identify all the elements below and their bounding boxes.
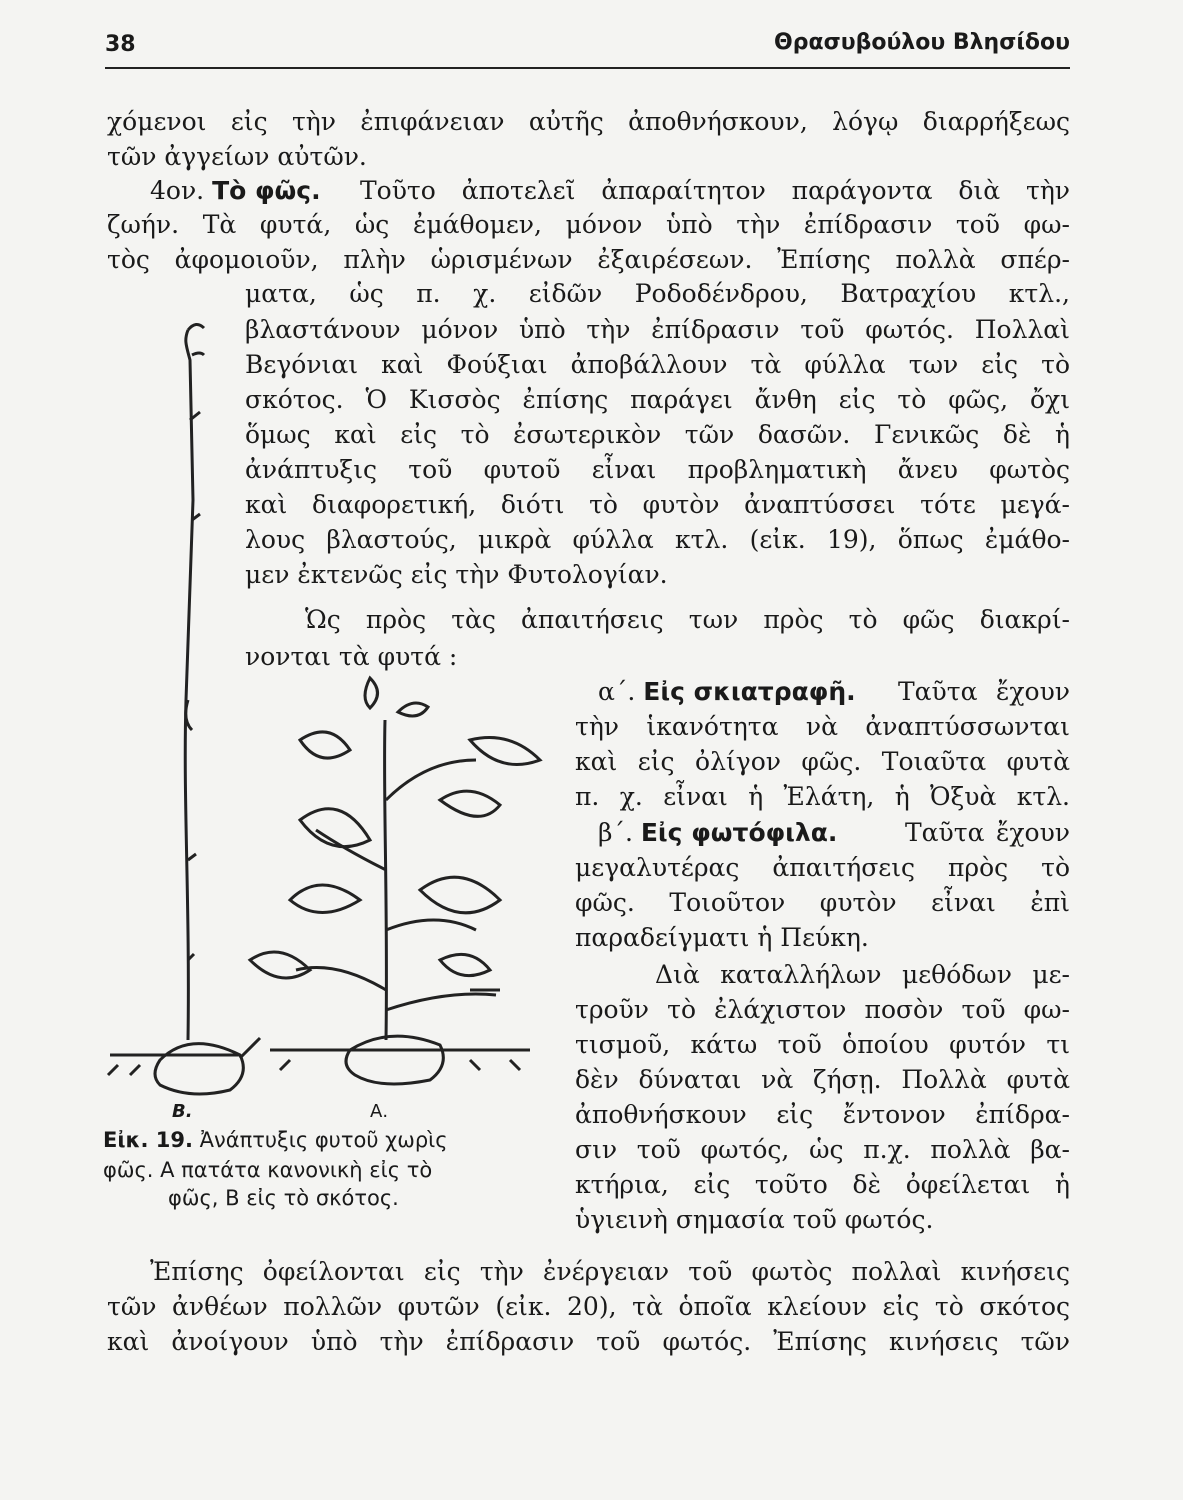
root-ball-a bbox=[346, 1036, 443, 1084]
figure-plant-illustration bbox=[95, 300, 555, 1100]
leaf bbox=[365, 678, 428, 716]
body-line: τὸς ἀφομοιοῦν, πλὴν ὡρισμένων ἐξαιρέσεων. Ἐπίσης πολλὰ σπέρ- bbox=[107, 245, 1070, 274]
body-line: Ἐπίσης ὀφείλονται εἰς τὴν ἐνέργειαν τοῦ φωτὸς πολλαὶ κινήσεις bbox=[150, 1257, 1070, 1286]
body-line: τὴν ἱκανότητα νὰ ἀναπτύσσωνται bbox=[575, 712, 1070, 741]
body-line: καὶ διαφορετική, διότι τὸ φυτὸν ἀναπτύσσει τότε μεγά- bbox=[245, 490, 1070, 519]
body-line: Διὰ καταλλήλων μεθόδων με- bbox=[655, 960, 1070, 989]
body-line: Ταῦτα ἔχουν bbox=[898, 677, 1070, 706]
subheading-shade bbox=[598, 675, 856, 709]
subheading-title: Εἰς φωτόφιλα. bbox=[640, 818, 838, 847]
item-number: β΄. bbox=[598, 818, 633, 847]
figure-label-b: Β. bbox=[172, 1101, 193, 1122]
body-line: ἀποθνήσκουν εἰς ἔντονον ἐπίδρα- bbox=[575, 1100, 1070, 1129]
body-line: νονται τὰ φυτά : bbox=[245, 642, 458, 671]
body-line: ματα, ὡς π. χ. εἰδῶν Ροδοδένδρου, Βατραχίου κτλ., bbox=[245, 279, 1070, 308]
leaf bbox=[290, 877, 500, 913]
body-line: ἀνάπτυξις τοῦ φυτοῦ εἶναι προβληματικὴ ἄνευ φωτὸς bbox=[245, 455, 1070, 484]
body-line: φῶς. Τοιοῦτον φυτὸν εἶναι ἐπὶ bbox=[575, 888, 1070, 917]
body-line: μεν ἐκτενῶς εἰς τὴν Φυτολογίαν. bbox=[245, 560, 668, 589]
body-line: τισμοῦ, κάτω τοῦ ὁποίου φυτόν τι bbox=[575, 1030, 1070, 1059]
body-line: βλαστάνουν μόνον ὑπὸ τὴν ἐπίδρασιν τοῦ φωτός. Πολλαὶ bbox=[245, 315, 1070, 344]
body-line: κτήρια, εἰς τοῦτο δὲ ὀφείλεται ἡ bbox=[575, 1170, 1070, 1199]
body-line: ὅμως καὶ εἰς τὸ ἐσωτερικὸν τῶν δασῶν. Γενικῶς δὲ ἡ bbox=[245, 420, 1070, 449]
figure-number: Εἰκ. 19. bbox=[103, 1128, 193, 1152]
body-line: σιν τοῦ φωτός, ὡς π.χ. πολλὰ βα- bbox=[575, 1135, 1070, 1164]
body-line: ζωήν. Τὰ φυτά, ὡς ἐμάθομεν, μόνον ὑπὸ τὴν ἐπίδρασιν τοῦ φω- bbox=[107, 210, 1070, 239]
body-line: ὑγιεινὴ σημασία τοῦ φωτός. bbox=[575, 1205, 934, 1234]
body-line: Ὡς πρὸς τὰς ἀπαιτήσεις των πρὸς τὸ φῶς διακρί- bbox=[305, 605, 1070, 634]
section-title: Τὸ φῶς. bbox=[212, 176, 321, 205]
body-line: Τοῦτο ἀποτελεῖ ἀπαραίτητον παράγοντα διὰ τὴν bbox=[360, 176, 1070, 205]
page-number: 38 bbox=[105, 32, 136, 57]
item-number: α΄. bbox=[598, 677, 636, 706]
body-line: μεγαλυτέρας ἀπαιτήσεις πρὸς τὸ bbox=[575, 853, 1070, 882]
subheading-light-loving bbox=[598, 816, 837, 850]
body-line: λους βλαστούς, μικρὰ φύλλα κτλ. (εἰκ. 19), ὅπως ἐμάθο- bbox=[245, 525, 1070, 554]
body-line: χόμενοι εἰς τὴν ἐπιφάνειαν αὐτῆς ἀποθνήσκουν, λόγῳ διαρρήξεως bbox=[107, 107, 1070, 136]
header-rule bbox=[105, 67, 1070, 69]
figure-caption-line: φῶς, Β εἰς τὸ σκότος. bbox=[168, 1186, 399, 1210]
running-title: Θρασυβούλου Βλησίδου bbox=[774, 30, 1070, 55]
body-line: τῶν ἀγγείων αὐτῶν. bbox=[107, 142, 367, 171]
caption-text: Ἀνάπτυξις φυτοῦ χωρὶς bbox=[199, 1128, 448, 1152]
subheading-title: Εἰς σκιατραφῆ. bbox=[643, 677, 856, 706]
body-line: τροῦν τὸ ἐλάχιστον ποσὸν τοῦ φω- bbox=[575, 995, 1070, 1024]
body-line: Ταῦτα ἔχουν bbox=[905, 818, 1070, 847]
figure-caption-line bbox=[103, 1126, 448, 1154]
body-line: σκότος. Ὁ Κισσὸς ἐπίσης παράγει ἄνθη εἰς τὸ φῶς, ὄχι bbox=[245, 385, 1070, 414]
figure-caption-line: φῶς. Α πατάτα κανονικὴ εἰς τὸ bbox=[103, 1158, 433, 1182]
root-ball-b bbox=[155, 1044, 243, 1094]
section-heading-light bbox=[150, 174, 321, 208]
body-line: δὲν δύναται νὰ ζήσῃ. Πολλὰ φυτὰ bbox=[575, 1065, 1070, 1094]
body-line: Βεγόνιαι καὶ Φούξιαι ἀποβάλλουν τὰ φύλλα των εἰς τὸ bbox=[245, 350, 1070, 379]
section-number: 4ον. bbox=[150, 176, 205, 205]
body-line: π. χ. εἶναι ἡ Ἐλάτη, ἡ Ὀξυὰ κτλ. bbox=[575, 782, 1070, 811]
body-line: παραδείγματι ἡ Πεύκη. bbox=[575, 923, 869, 952]
body-line: καὶ ἀνοίγουν ὑπὸ τὴν ἐπίδρασιν τοῦ φωτός. Ἐπίσης κινήσεις τῶν bbox=[107, 1327, 1070, 1356]
body-line: καὶ εἰς ὀλίγον φῶς. Τοιαῦτα φυτὰ bbox=[575, 747, 1070, 776]
leaf bbox=[300, 732, 540, 765]
body-line: τῶν ἀνθέων πολλῶν φυτῶν (εἰκ. 20), τὰ ὁποῖα κλείουν εἰς τὸ σκότος bbox=[107, 1292, 1070, 1321]
figure-label-a: Α. bbox=[370, 1101, 389, 1122]
etiolated-stem bbox=[185, 330, 193, 1040]
